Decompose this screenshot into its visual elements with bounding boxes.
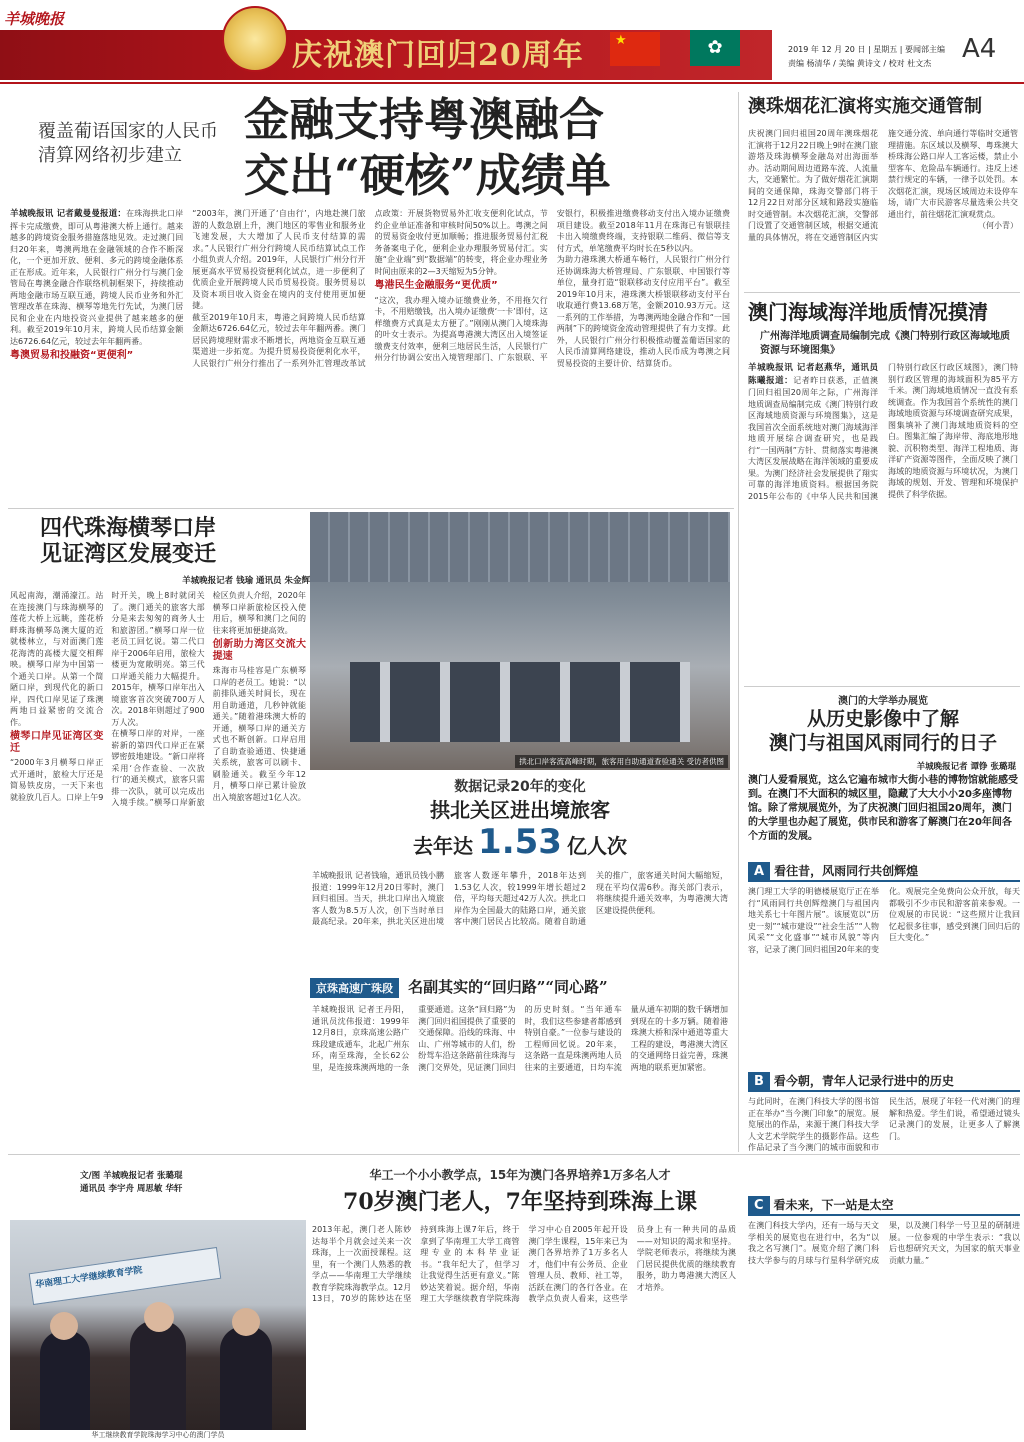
oldman-byline-line1: 文/图 羊城晚报记者 张璐琨 bbox=[80, 1171, 183, 1181]
lead-subhead-1: 粤澳贸易和投融资“更便利” bbox=[10, 350, 134, 361]
gongbei-title-prefix: 去年达 bbox=[412, 834, 473, 858]
gongbei-title-line1: 拱北关区进出境旅客 bbox=[430, 798, 610, 822]
fireworks-text: 庆祝澳门回归祖国20周年澳珠烟花汇演将于12月22日晚上9时在澳门旅游塔及珠海横琴金融岛对出海面举办。活动期间周边道路车流、人流量大，交通繁忙。为了做好烟花汇演期间的交通保障，珠海交警部门将于12月22日对部分区域和路段实施临时交通管制。本次烟花汇演，交警部门设置了交通管制区域，根据交通流量的具体情况，将在交通管制区内实施交通分流、单向通行等临时交通管理措施。东区域以及横琴、粤珠澳大桥珠海公路口岸人工客运楼，禁止小型客车、危险品车辆通行。违反上述禁行规定的车辆，一律予以处罚。本次烟花汇演，现场区域周边未设停车场，请广大市民游客尽量选乘公共交通出行，前往烟花汇演观赏点。 bbox=[748, 129, 1018, 242]
lead-body-e: 为助力港珠澳大桥通车畅行，人民银行广州分行还协调珠海大桥管理局、广东银联、中国银行等单位，量身打造“银联移动支付应用平台”。截至2019年10月末，港珠澳大桥银联移动支付平台收取通行费13.68万笔，金额2010.93万元。这一系列的工作举措，为粤澳两地金融合作和“一国两制”下的跨境资金流动管理提供了有力支撑。此外，人民银行广州分行积极推动覆盖葡语国家的人民币清算网络建设，推动人民币成为粤澳之间贸易投资的主要计价、结算货币。 bbox=[556, 255, 730, 368]
jingzhu-body bbox=[312, 1004, 728, 1150]
graduates-banner: 华南理工大学继续教育学院 bbox=[29, 1247, 222, 1305]
date-line: 2019 年 12 月 20 日 | 星期五 | 要闻部主编 bbox=[788, 45, 945, 54]
oldman-byline bbox=[80, 1170, 280, 1196]
hengqin-byline: 羊城晚报记者 钱瑜 通讯员 朱金辉 bbox=[182, 576, 310, 586]
lotus-emblem-icon bbox=[222, 6, 288, 72]
oldman-title: 70岁澳门老人，7年坚持到珠海上课 bbox=[343, 1189, 697, 1215]
fireworks-credit: （何小青） bbox=[978, 221, 1018, 230]
exhibition-title-line2: 澳门与祖国风雨同行的日子 bbox=[768, 732, 997, 754]
macau-sea-title: 澳门海域海洋地质情况摸清 bbox=[748, 300, 988, 324]
macau-sea-byline: 羊城晚报讯 记者赵燕华，通讯员陈曦报道： bbox=[748, 363, 878, 386]
lead-body-d: “这次，我办理入境办证缴费业务，不用拖欠行卡，不用赔缴钱，出入境办证缴费‘一卡’即付，这样缴费方式真是太方便了。”刚刚从澳门入境珠海的叶女士表示。为提高粤港澳大湾区出入境签证缴费支付效率，便利三地居民生活，人民银行广州分行协调公安出入境管理部门、广东银联、平安银行，积极推进缴费移动支付出入境办证缴费项目建设。截至2018年11月在珠海已有银联挂卡出入境缴费终端，支持银联二维码、微信等支付方式，单笔缴费平均时长在5秒以内。 bbox=[374, 209, 730, 362]
banner-title: 庆祝澳门回归20周年 bbox=[292, 38, 584, 73]
page-number: A4 bbox=[962, 34, 997, 64]
hengqin-body-a: 风起南海，潮涌濠江。站在连接澳门与珠海横琴的莲花大桥上远眺，莲花桥畔珠海横琴岛澳大厦的近就楼林立，与对面澳门莲花海湾的高楼大厦交相辉映。横琴口岸为中国第一个通关口岸。从第一个简陋口岸，到现代化的新口岸，四代口岸见证了珠澳两地日益紧密的交流合作。 bbox=[10, 591, 104, 727]
macau-sea-body bbox=[748, 362, 1018, 682]
lead-byline: 羊城晚报讯 记者戴曼曼报道： bbox=[10, 209, 127, 219]
section-b-body: 与此同时，在澳门科技大学的图书馆正在举办“当今澳门印象”的展览。展览展出的作品，来源于澳门科技大学人文艺术学院学生的摄影作品。这些作品记录了当今澳门的城市面貌和市民生活，展现了年轻一代对澳门的理解和热爱。学生们说，希望通过镜头记录澳门的发展，让更多人了解澳门。 bbox=[748, 1097, 1020, 1152]
section-a-letter: A bbox=[748, 862, 770, 881]
editors-line: 责编 杨清华 / 美编 黄诗文 / 校对 杜文杰 bbox=[788, 59, 932, 68]
lead-title-line2: 交出“硬核”成绩单 bbox=[244, 149, 611, 202]
jingzhu-header bbox=[310, 976, 730, 998]
gongbei-text: 羊城晚报讯 记者钱瑜，通讯员钱小鹏报道：1999年12月20日零时，澳门回归祖国。当天，拱北口岸出入境旅客人数为8.5万人次，创下当时单日最高纪录。20年来，拱北关区进出境旅客人数逐年攀升，2018年达到1.53亿人次，较1999年增长超过2倍，平均每天超过42万人次。拱北口岸作为全国最大的陆路口岸，通关旅客中澳门居民占比较高。随着自助通关的推广，旅客通关时间大幅缩短，现在平均仅需6秒。海关部门表示，将继续提升通关效率，为粤港澳大湾区建设提供便利。 bbox=[312, 871, 728, 926]
section-c-letter: C bbox=[748, 1196, 770, 1215]
fireworks-body bbox=[748, 128, 1018, 288]
section-c-body: 在澳门科技大学内，还有一场与天文学相关的展览也在进行中，名为“以我之名写澳门”。展览介绍了澳门科技大学参与的月球与行星科学研究成果，以及澳门科学一号卫星的研制进展。一位参观的中学生表示：“我以后也想研究天文，为国家的航天事业贡献力量。” bbox=[748, 1221, 1020, 1265]
hengqin-title-line2: 见证湾区发展变迁 bbox=[40, 541, 217, 567]
exhibition-kicker: 澳门的大学举办展览 bbox=[838, 696, 928, 707]
hengqin-body-d: 珠海市马桂容是广东横琴口岸的老员工。她说：“以前排队通关时间长，现在用自助通道，几秒钟就能通关。”随着港珠澳大桥的开通，横琴口岸的通关方式也不断创新。口岸启用了自助查验通道、快捷通关系统，旅客可以刷卡、刷脸通关。截至今年12月，横琴口岸已累计验放出入境旅客超过1亿人次。 bbox=[212, 666, 306, 802]
lead-subtitle: 覆盖葡语国家的人民币清算网络初步建立 bbox=[38, 121, 218, 166]
graduates-photo bbox=[10, 1220, 306, 1432]
gongbei-title-line2 bbox=[380, 822, 660, 868]
oldman-kicker: 华工一个小小教学点，15年为澳门各界培养1万多名人才 bbox=[369, 1168, 671, 1182]
customs-hall-photo-caption: 拱北口岸客流高峰时期，旅客用自助通道查验通关 受访者供图 bbox=[515, 755, 728, 768]
exhibition-section-b bbox=[748, 1070, 1020, 1192]
lead-body-a: 在珠海拱北口岸挥卡完成缴费，即可从粤港澳大桥上通行。越来越多的跨境资金服务措施落地见效。走过澳门回归20年来，粤澳两地在金融领域的合作不断深化，一个更加开放、便利、多元的跨境金融体系正在形成。近年来，人民银行广州分行与澳门金管局在粤澳金融合作联络机制框架下，持续推动两地金融市场互联互通，跨境人民币业务和外汇管理改革在珠海、横琴等地先行先试，为澳门居民和企业在内地投资兴业提供了越来越多的便利。截至2019年10月末，跨境人民币结算金额达6726.64亿元，较过去年年翻两番。 bbox=[10, 209, 184, 346]
section-b-title: 看今朝，青年人记录行进中的历史 bbox=[773, 1074, 954, 1088]
macau-sea-subtitle: 广州海洋地质调查局编制完成《澳门特别行政区海域地质资源与环境图集》 bbox=[760, 331, 1010, 356]
masthead bbox=[0, 0, 1024, 80]
oldman-text: 2013年起，澳门老人陈妙达每半个月就会过关来一次珠海，上一次面授课程。这里，有一个澳门人熟悉的教学点——华南理工大学继续教育学院珠海教学点。12月13日，70岁的陈妙达在坚持到珠海上课7年后，终于拿到了华南理工大学工商管理专业的本科毕业证书。“我年纪大了，但学习让我觉得生活更有意义。”陈妙达笑着说。据介绍，华南理工大学继续教育学院珠海学习中心自2005年起开设澳门学生课程，15年来已为澳门各界培养了1万多名人才，他们中有公务员、企业管理人员、教师、社工等，活跃在澳门的各行各业。在教学点负责人看来，这些学员身上有一种共同的品质——对知识的渴求和坚持。学院老师表示，将继续为澳门居民提供优质的继续教育服务，助力粤港澳大湾区人才培养。 bbox=[312, 1225, 736, 1303]
section-a-body: 澳门理工大学的明德楼展览厅正在举行“风雨同行共创辉煌澳门与祖国内地关系七十年图片展”。该展览以“历史一刻”“城市建设”“社会生活”“人物风采”“文化盛事”“城市风貌”等内容，记录了澳门回归祖国20年来的变化。观展完全免费向公众开放，每天都吸引不少市民和游客前来参观。一位观展的市民说：“这些照片让我回忆起很多往事，感受到澳门回归后的巨大变化。” bbox=[748, 887, 1020, 954]
fireworks-title: 澳珠烟花汇演将实施交通管制 bbox=[748, 96, 982, 117]
graduates-photo-caption: 华工继续教育学院珠海学习中心的澳门学员 bbox=[10, 1430, 306, 1440]
oldman-body bbox=[312, 1224, 736, 1434]
lead-subhead-2: 粤港民生金融服务“更优质” bbox=[374, 280, 498, 291]
exhibition-title-line1: 从历史影像中了解 bbox=[806, 708, 959, 730]
section-c-title: 看未来，下一站是太空 bbox=[773, 1198, 894, 1212]
china-flag-icon: ★ bbox=[610, 32, 660, 66]
oldman-byline-line2: 通讯员 李宇舟 周思敏 华轩 bbox=[80, 1184, 183, 1194]
jingzhu-text: 羊城晚报讯 记者王丹阳，通讯员沈伟报道：1999年12月8日，京珠高速公路广珠段建成通车，北起广州东环，南至珠海，全长62公里，是连接珠澳两地的一条重要通道。这条“回归路”为澳门回归祖国提供了重要的交通保障。沿线的珠海、中山、广州等城市的人们，纷纷驾车沿这条路前往珠海与澳门交界处，见证澳门回归的历史时刻。“当年通车时，我们这些参建者都感到特别自豪。”一位参与建设的工程师回忆说。20年来，这条路一直是珠澳两地人员往来的主要通道，日均车流量从通车初期的数千辆增加到现在的十多万辆。随着港珠澳大桥和深中通道等重大工程的建设，粤港澳大湾区的交通网络日益完善，珠澳两地的联系更加紧密。 bbox=[312, 1005, 728, 1072]
macau-flag-icon: ✿ bbox=[690, 30, 740, 66]
hengqin-subhead-2: 创新助力湾区交流大提速 bbox=[212, 639, 306, 662]
gongbei-title-suffix: 亿人次 bbox=[567, 834, 628, 858]
jingzhu-title: 名副其实的“回归路”“同心路” bbox=[408, 978, 608, 996]
hengqin-body-b: “2000年3月横琴口岸正式开通时，旅检大厅还是简易铁皮房，一天下来也就验放几百人。口岸上午9时开关，晚上8时就闭关了。澳门通关的旅客大部分是来去匆匆的商务人士和旅游团。”横琴口岸一位老员工回忆说。第二代口岸于2006年启用，旅检大楼更为宽敞明亮。第三代口岸通关能力大幅提升。2015年，横琴口岸年出入境旅客首次突破700万人次。2018年则超过了900万人次。 bbox=[10, 591, 205, 802]
macau-sea-text: 记者昨日获悉，正值澳门回归祖国20周年之际，广州海洋地质调查局编制完成《澳门特别行政区海域地质资源与环境图集》，这是我国首次全面系统地对澳门海域海洋地质开展综合调查研究，也是践行“一国两制”方针、贯彻落实粤港澳大湾区发展战略在海洋领域的重要成果。为澳门经济社会发展提供了翔实可靠的海洋地质资料。根据国务院2015年公布的《中华人民共和国澳门特别行政区行政区域图》，澳门特别行政区管理的海域面积为85平方千米。澳门海域地质情况一直没有系统调查。作为我国首个系统性的澳门海域地质资源与环境调查研究成果，图集填补了澳门海域地质资料的空白。图集汇编了海岸带、海底地形地貌、沉积物类型、海洋工程地质、海洋矿产资源等图件，全面反映了澳门海域的地质资源与环境状况，为澳门海域的规划、开发、管理和环境保护提供了科学依据。 bbox=[748, 363, 1018, 501]
jingzhu-tag: 京珠高速广珠段 bbox=[310, 978, 399, 998]
gongbei-body bbox=[312, 870, 728, 970]
exhibition-section-a bbox=[748, 860, 1020, 1076]
hengqin-title-line1: 四代珠海横琴口岸 bbox=[40, 515, 217, 541]
exhibition-byline: 羊城晚报记者 谭铮 张璐琨 bbox=[916, 762, 1016, 772]
gongbei-kicker: 数据记录20年的变化 bbox=[454, 779, 586, 795]
hengqin-body bbox=[10, 590, 306, 1150]
hengqin-body-c: 在横琴口岸的对岸，一座崭新的第四代口岸正在紧锣密鼓地建设。“新口岸将采用‘合作查验、一次放行’的通关模式，旅客只需排一次队，就可以完成出入境手续。”横琴口岸新旅检区负责人介绍，2020年横琴口岸新旅检区投入使用后，横琴和澳门之间的往来将更加便捷高效。 bbox=[111, 591, 306, 807]
lead-body-b: “2003年，澳门开通了‘自由行’，内地赴澳门旅游的人数急剧上升，澳门地区的零售业和服务业飞速发展，大大增加了人民币支付结算的需求。”人民银行广州分行跨境人民币结算试点工作小组负责人介绍。2019年，人民银行广州分行开展更高水平贸易投资便利化试点，进一步便利了优质企业开展跨境人民币贸易投资。服务贸易以及资本项目收入资金在境内的支付使用更加便捷。 bbox=[192, 209, 366, 310]
masthead-logo: 羊城晚报 bbox=[4, 10, 65, 28]
gongbei-title-number: 1.53 bbox=[478, 822, 562, 862]
hengqin-subhead-1: 横琴口岸见证湾区变迁 bbox=[10, 731, 104, 754]
section-a-title: 看往昔，风雨同行共创辉煌 bbox=[774, 864, 919, 878]
section-b-letter: B bbox=[748, 1072, 770, 1091]
lead-body-c: 截至2019年10月末，粤港之间跨境人民币结算金额达6726.64亿元，较过去年年翻两番。澳门居民跨境理财需求不断增长，两地资金互联互通渠道进一步拓宽。为提升贸易投资便利化水平，人民银行广州分行推出了一系列外汇管理改革试点政策：开展货物贸易外汇收支便利化试点，节约企业单证准备和审核时间50%以上。粤澳之间的贸易资金收付更加顺畅；推进服务贸易付汇税务备案电子化，便利企业办理服务贸易付汇。实施“企业端”到“数据端”的转变，将企业办理业务时间由原来的2—3天缩短为5分钟。 bbox=[192, 209, 548, 368]
exhibition-lead: 澳门人爱看展览，这么它遍布城市大街小巷的博物馆就能感受到。在澳门不大面积的城区里，隐藏了大大小小20多座博物馆。除了常规展览外，为了庆祝澳门回归祖国20周年，澳门的大学里也办起了展览，供市民和游客了解澳门在20年间各个方面的发展。 bbox=[748, 775, 1018, 842]
lead-body bbox=[10, 208, 730, 508]
lead-title-line1: 金融支持粤澳融合 bbox=[244, 93, 605, 146]
customs-hall-photo bbox=[310, 512, 730, 770]
exhibition-section-c bbox=[748, 1194, 1020, 1434]
